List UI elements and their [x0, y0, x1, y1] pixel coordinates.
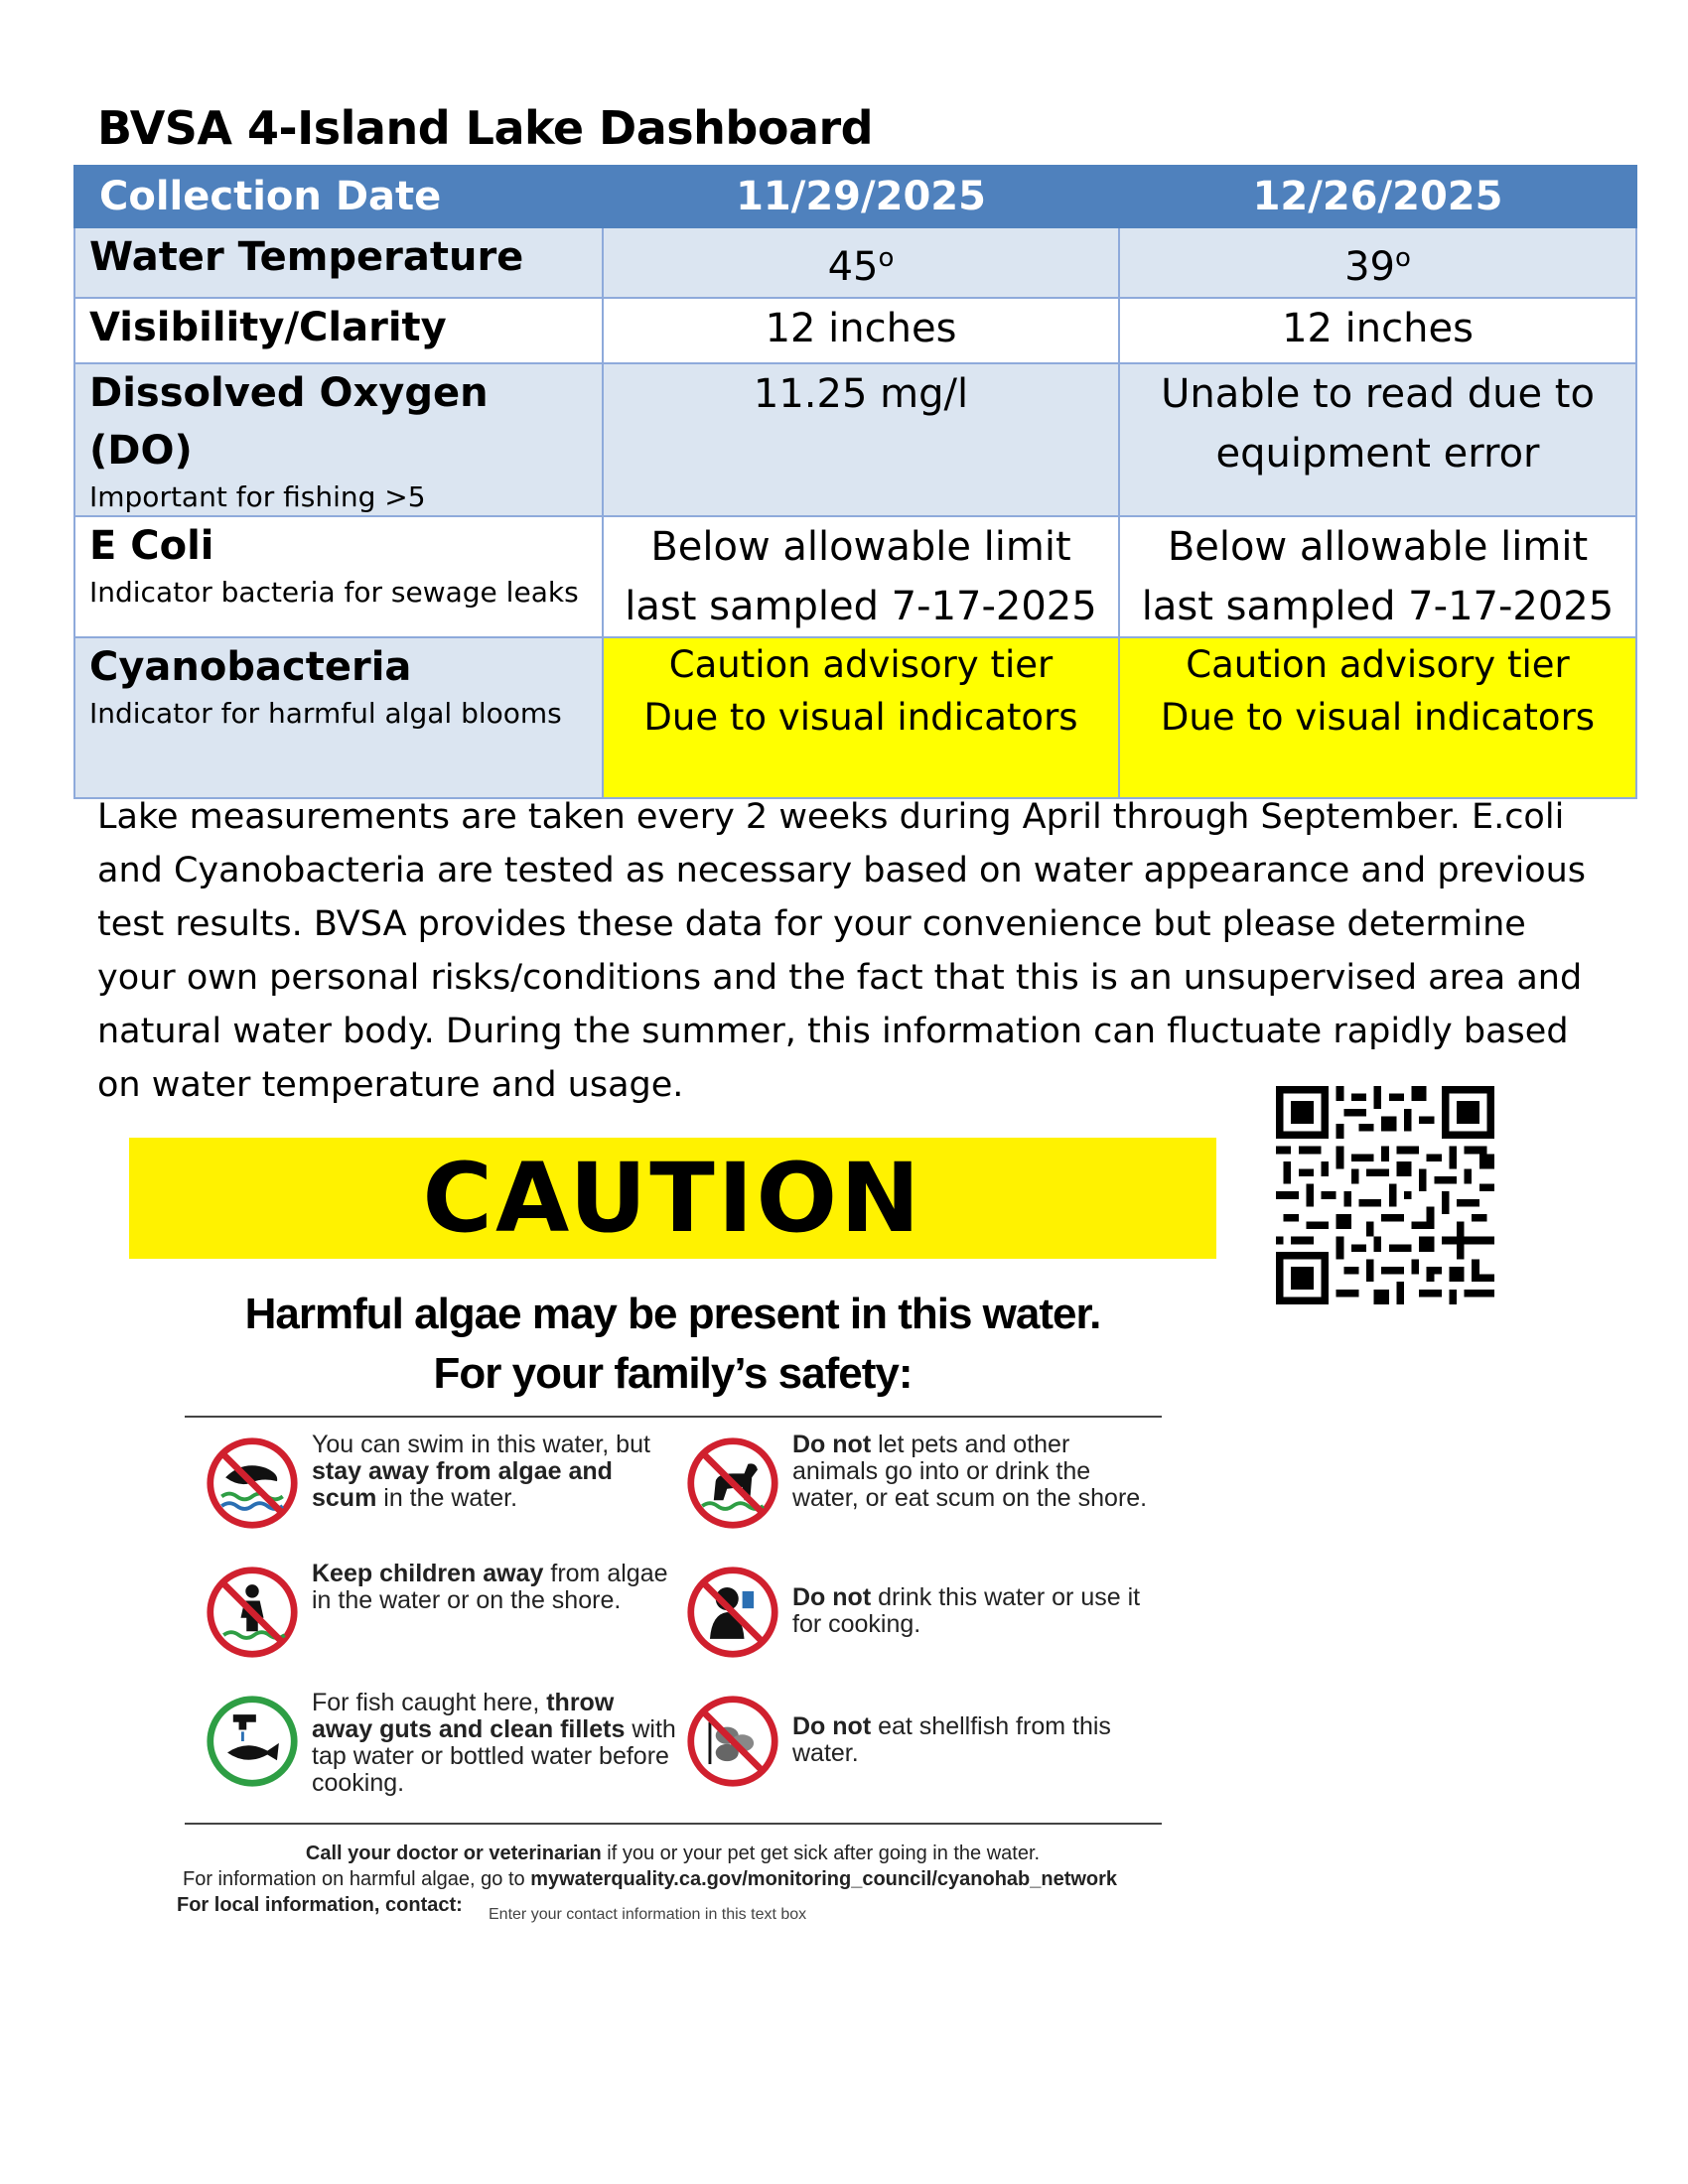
no-shellfish-icon — [685, 1694, 780, 1789]
no-children-icon — [205, 1565, 300, 1660]
lake-data-table — [73, 165, 1637, 799]
temperature-value-1: 45$^o$ — [603, 227, 1119, 298]
advice-text: You can swim in this water, but stay away from algae and scum in the water. — [312, 1431, 650, 1512]
dissolved-oxygen-value-2: Unable to read due to equipment error — [1119, 363, 1636, 516]
cyanobacteria-value-2: Caution advisory tier Due to visual indicators — [1119, 637, 1636, 798]
dissolved-oxygen-label: Dissolved Oxygen (DO) — [89, 370, 489, 474]
advice-text: Do not eat shellfish from this water. — [792, 1712, 1111, 1767]
table-header-row — [74, 166, 1636, 227]
header-label-cell — [74, 166, 603, 227]
dissolved-oxygen-note: Important for fishing >5 — [89, 480, 426, 513]
advice-text: Do not let pets and other animals go into or drink the water, or eat scum on the shore. — [792, 1431, 1148, 1512]
footer-line-local-contact: For local information, contact: — [177, 1894, 463, 1916]
cyanobacteria-label: Cyanobacteria — [89, 644, 412, 690]
qr-code-icon[interactable] — [1276, 1086, 1494, 1304]
caution-sign — [129, 1138, 1216, 1942]
page-title: BVSA 4-Island Lake Dashboard — [97, 101, 874, 155]
visibility-label: Visibility/Clarity — [89, 305, 447, 350]
caution-heading: CAUTION — [422, 1143, 923, 1254]
advice-pets — [685, 1431, 1162, 1545]
degree-symbol: o — [1394, 243, 1411, 273]
advice-text: Do not drink this water or use it for cooking. — [792, 1583, 1141, 1638]
no-drinking-icon — [685, 1565, 780, 1660]
measurement-disclaimer: Lake measurements are taken every 2 weeks during April through September. E.coli and Cyanobacteria are tested as necessary based on water appearance and previous test results. BVSA provides these data for your convenience but please determine your own personal risks/conditions and the fact that this is an unsupervised area and natural water body. During the summer, this information can fluctuate rapidly based on water temperature and usage. — [97, 797, 1587, 1105]
degree-symbol: o — [878, 243, 895, 273]
advice-keep-children-away — [205, 1560, 681, 1664]
header-date-2: 12/26/2025 — [1119, 166, 1636, 227]
ecoli-label: E Coli — [89, 523, 214, 569]
advice-clean-fish — [205, 1689, 681, 1803]
visibility-value-2: 12 inches — [1119, 298, 1636, 363]
no-pets-icon — [685, 1435, 780, 1531]
advice-text: Keep children away from algae in the water or on the shore. — [312, 1560, 668, 1614]
table-row-ecoli — [74, 516, 1636, 637]
table-row-temperature — [74, 227, 1636, 298]
divider-bottom — [185, 1823, 1162, 1825]
header-date-1: 11/29/2025 — [603, 166, 1119, 227]
cyanobacteria-value-1: Caution advisory tier Due to visual indicators — [603, 637, 1119, 798]
caution-banner — [129, 1138, 1216, 1259]
cyanobacteria-note: Indicator for harmful algal blooms — [89, 697, 562, 730]
table-row-visibility — [74, 298, 1636, 363]
advice-no-shellfish — [685, 1694, 1162, 1793]
advice-text: For fish caught here, throw away guts and clean fillets with tap water or bottled water before cooking. — [312, 1689, 676, 1797]
contact-info-textbox[interactable]: Enter your contact information in this text box — [489, 1906, 807, 1923]
clean-fish-icon — [205, 1694, 300, 1789]
advice-do-not-drink — [685, 1565, 1162, 1664]
collection-date-label: Collection Date — [99, 174, 442, 219]
cyanohab-link[interactable]: mywaterquality.ca.gov/monitoring_council/cyanohab_network — [530, 1868, 1118, 1890]
divider-top — [185, 1416, 1162, 1418]
ecoli-note: Indicator bacteria for sewage leaks — [89, 576, 579, 609]
temperature-value-2: 39$^o$ — [1119, 227, 1636, 298]
ecoli-value-2: Below allowable limit last sampled 7-17-2025 — [1119, 516, 1636, 637]
table-row-cyanobacteria — [74, 637, 1636, 798]
footer-line-doctor: Call your doctor or veterinarian if you or your pet get sick after going in the water. — [305, 1843, 1041, 1864]
temperature-label: Water Temperature — [89, 234, 524, 280]
ecoli-value-1: Below allowable limit last sampled 7-17-2025 — [603, 516, 1119, 637]
visibility-value-1: 12 inches — [603, 298, 1119, 363]
sign-headline: Harmful algae may be present in this water. For your family’s safety: — [244, 1290, 1101, 1398]
table-row-dissolved-oxygen — [74, 363, 1636, 516]
footer-line-info: For information on harmful algae, go to mywaterquality.ca.gov/monitoring_council/cyanohab_network — [183, 1868, 1118, 1890]
dissolved-oxygen-value-1: 11.25 mg/l — [603, 363, 1119, 516]
advice-swim-away-from-algae — [205, 1431, 681, 1535]
no-swim-near-algae-icon — [205, 1435, 300, 1531]
